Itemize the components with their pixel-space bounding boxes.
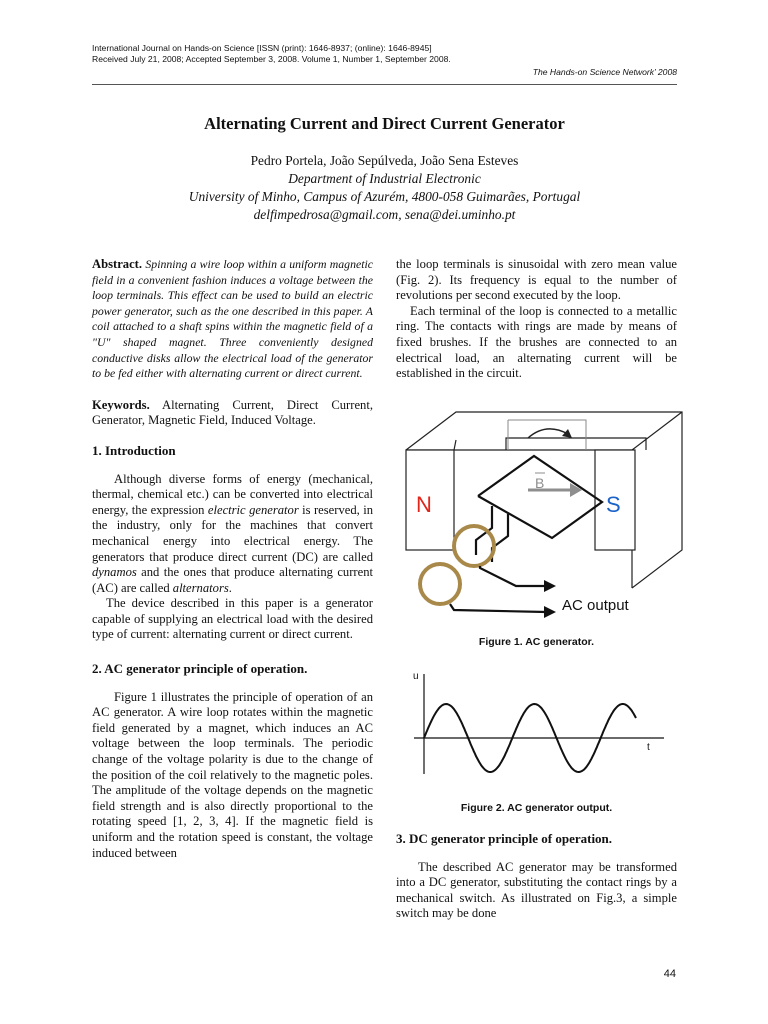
paper-title: Alternating Current and Direct Current Generator: [204, 114, 565, 133]
author-names: Pedro Portela, João Sepúlveda, João Sena Esteves: [250, 153, 519, 168]
abstract-text: Spinning a wire loop within a uniform magnetic field in a convenient fashion induces a voltage between the loop terminals. This effect can be used to build an electric power generator, such as the one described in this paper. A coil attached to a shaft spins within the magnetic field of a "U" shaped magnet. Three conveniently designed conductive disks allow the electrical load of the generator to be fed either with alternating current or direct current.: [92, 257, 374, 381]
network-line: The Hands-on Science Network’ 2008: [532, 67, 677, 77]
label-b: B: [535, 475, 545, 491]
header-divider: [92, 84, 677, 85]
page-number: 44: [663, 968, 676, 980]
slip-ring-upper: [454, 526, 494, 566]
slip-ring-lower: [420, 564, 460, 604]
label-n: N: [416, 492, 432, 517]
section3-paragraph-1: The described AC generator may be transformed into a DC generator, substituting the contact rings by a mechanical switch. As illustrated on Fig.3, a simple switch may be done: [396, 859, 677, 921]
label-s: S: [606, 492, 621, 517]
label-u: u: [413, 671, 419, 682]
figure-2-ac-output: [396, 666, 677, 786]
abstract-label: Abstract.: [92, 257, 143, 271]
abstract: [92, 257, 373, 382]
keywords-label: Keywords.: [92, 397, 150, 412]
left-column: [92, 257, 373, 861]
figure-2-caption: Figure 2. AC generator output.: [460, 802, 613, 814]
author-block: [92, 152, 677, 224]
section3-heading: 3. DC generator principle of operation.: [396, 831, 613, 846]
author-department: Department of Industrial Electronic: [288, 171, 481, 186]
section2-heading: 2. AC generator principle of operation.: [92, 661, 308, 677]
intro-paragraph-2: The device described in this paper is a generator capable of supplying an electrical load with the desired type of current: alternating current or direct current.: [92, 596, 373, 642]
keywords: [92, 398, 373, 429]
brush-lead-lower: [450, 604, 546, 612]
figure-1-caption: Figure 1. AC generator.: [478, 636, 595, 648]
author-university: University of Minho, Campus of Azurém, 4800-058 Guimarães, Portugal: [188, 189, 581, 204]
right-paragraph-1: the loop terminals is sinusoidal with zero mean value (Fig. 2). Its frequency is equal to the number of revolutions per second executed by the loop.: [396, 257, 677, 303]
brush-lead-upper: [480, 566, 546, 586]
magnet-inner-edge: [506, 438, 646, 450]
section3: [396, 831, 677, 922]
label-ac-output: AC output: [562, 597, 629, 614]
keywords-text: Alternating Current, Direct Current, Generator, Magnetic Field, Induced Voltage.: [92, 397, 373, 428]
right-column: [396, 257, 677, 382]
journal-line: International Journal on Hands-on Science [ISSN (print): 1646-8937; (online): 1646-8945]: [92, 43, 432, 53]
rotation-arrow: [528, 429, 568, 438]
section2-paragraph-1: Figure 1 illustrates the principle of operation of an AC generator. A wire loop rotates within the magnetic field generated by a magnet, which induces an AC voltage between the loop terminals. The periodic change of the voltage polarity is due to the change of the position of the coil relatively to the magnetic poles. The amplitude of the voltage depends on the magnetic field strength and is also directly proportional to the rotating speed [1, 2, 3, 4]. If the magnetic field is uniform and the rotation speed is constant, the voltage induced between: [92, 689, 373, 860]
intro-heading: 1. Introduction: [92, 442, 176, 458]
wire-loop: [478, 456, 602, 538]
figure-1-ac-generator: [396, 410, 686, 625]
rotation-arrow-head: [562, 429, 572, 438]
intro-paragraph-1: Although diverse forms of energy (mechanical, thermal, chemical etc.) can be converted into electrical energy, the expression electric generator is reserved, in the industry, only for the machines that convert mechanical energy into electrical energy. The generators that produce direct current (DC) are called dynamos and the ones that produce alternating current (AC) are called alternators.: [92, 471, 374, 595]
author-emails: delfimpedrosa@gmail.com, sena@dei.uminho.pt: [253, 207, 516, 222]
label-t: t: [647, 742, 650, 753]
right-paragraph-2: Each terminal of the loop is connected to a metallic ring. The contacts with rings are made by means of fixed brushes. If the brushes are connected to an electrical load, an alternating current will be established in the circuit.: [396, 303, 677, 381]
journal-header: [92, 43, 677, 77]
received-line: Received July 21, 2008; Accepted September 3, 2008. Volume 1, Number 1, September 2008.: [92, 54, 451, 64]
